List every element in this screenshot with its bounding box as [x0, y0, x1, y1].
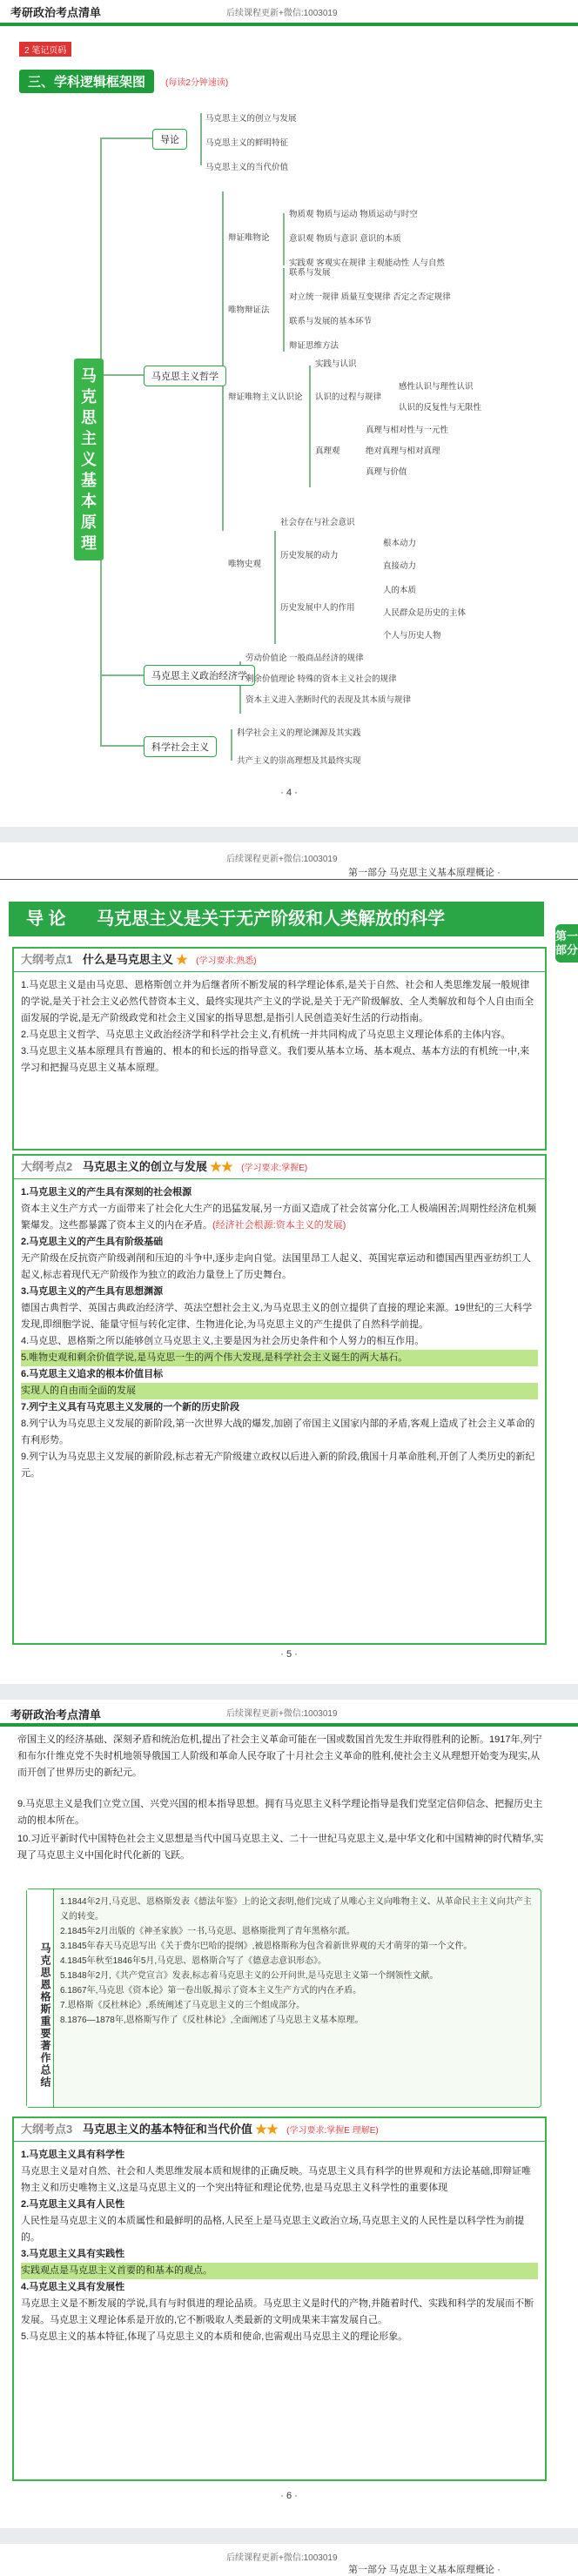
bzwwl-leaf-1: 物质观 物质与运动 物质运动与时空: [289, 210, 418, 219]
annotation: (经济社会根源:资本主义的发展): [212, 1220, 346, 1231]
daolun-leaf-3: 马克思主义的当代价值: [205, 163, 289, 172]
point-heading: 1.马克思主义的产生具有深刻的社会根源: [21, 1187, 192, 1197]
list-item: 8.1876—1878年,恩格斯写作了《反杜林论》,全面阐述了马克思主义基本原理。: [60, 2016, 364, 2025]
shiguan-leaf-3: 历史发展中人的作用: [280, 603, 355, 613]
page-number: · 4 ·: [280, 788, 298, 798]
chapter-banner: [9, 902, 544, 936]
renshi-leaf-2: 认识的反复性与无限性: [399, 403, 482, 413]
bzwwl-leaf-2: 意识观 物质与意识 意识的本质: [289, 234, 401, 244]
page-number: · 5 ·: [280, 1649, 298, 1660]
mindmap-root: 马克思主义基本原理: [74, 359, 104, 560]
box-tag: 大纲考点3: [21, 2123, 73, 2136]
page-header-watermark: 后续课程更新+微信:1003019: [226, 855, 338, 864]
page-header-title: 考研政治考点清单: [10, 6, 102, 19]
outline-box-3-header: [14, 2118, 545, 2142]
highlighted-paragraph: 实现人的自由而全面的发展: [21, 1383, 538, 1399]
mindmap-node-daolun: 导论: [152, 129, 187, 150]
renzuoyong-leaf-2: 人民群众是历史的主体: [383, 608, 467, 618]
paragraph: 人民性是马克思主义的本质属性和最鲜明的品格,人民至上是马克思主义政治立场,马克思主义的人民性是以科学性为前提的。: [21, 2216, 525, 2243]
point-heading: 4.马克思主义具有发展性: [21, 2282, 125, 2292]
paragraph: 3.马克思主义基本原理具有普遍的、根本的和长远的指导意义。我们要从基本立场、基本观点、基本方法的有机统一中,来学习和把握马克思主义基本原理。: [21, 1046, 530, 1073]
shiguan-leaf-1: 社会存在与社会意识: [280, 518, 355, 527]
notes-page-text: 笔记页码: [31, 46, 67, 56]
dongli-leaf-2: 直接动力: [383, 561, 417, 571]
paragraph: 10.习近平新时代中国特色社会主义思想是当代中国马克思主义、二十一世纪马克思主义,是中华文化和中国精神的时代精华,实现了马克思主义中国化时代化新的飞跃。: [17, 1834, 544, 1861]
node-shijian-renshi: 实践与认识: [315, 359, 357, 369]
notes-page-number: 2: [24, 46, 30, 56]
mindmap-branch-daolun: [100, 138, 152, 139]
header-rule: [0, 879, 578, 880]
paragraph: 4.马克思、恩格斯之所以能够创立马克思主义,主要是因为社会历史条件和个人努力的相互作用。: [21, 1336, 425, 1346]
renzuoyong-leaf-3: 个人与历史人物: [383, 631, 441, 641]
works-summary-panel: [26, 1888, 541, 2108]
list-item: 7.恩格斯《反杜林论》,系统阐述了马克思主义的三个组成部分。: [60, 2001, 306, 2010]
page-header-title: 考研政治考点清单: [10, 1708, 102, 1721]
highlighted-paragraph: 实践观点是马克思主义首要的和基本的观点。: [21, 2263, 538, 2279]
daolun-leaf-2: 马克思主义的鲜明特征: [205, 138, 289, 148]
paragraph: 5.马克思主义的基本特征,体现了马克思主义的本质和使命,也需观出马克思主义的理论形象。: [21, 2331, 408, 2342]
paragraph: 2.马克思主义哲学、马克思主义政治经济学和科学社会主义,有机统一并共同构成了马克思主义理论体系的主体内容。: [21, 1030, 511, 1040]
wwbzf-leaf-1: 联系与发展: [289, 268, 331, 278]
point-heading: 2.马克思主义具有人民性: [21, 2199, 125, 2210]
mindmap-wwbzf-trunk: [283, 268, 285, 352]
jingji-leaf-2: 剩余价值理论 特殊的资本主义社会的规律: [245, 674, 397, 684]
list-item: 5.1848年2月,《共产党宣言》发表,标志着马克思主义的公开问世,是马克思主义第一个纲领性文献。: [60, 1971, 439, 1981]
outline-box-2-body: [14, 1179, 545, 1487]
page-header-watermark: 后续课程更新+微信:1003019: [226, 1709, 338, 1719]
continuation-paragraph: 帝国主义的经济基础、深刻矛盾和统治危机,提出了社会主义革命可能在一国或数国首先发生并取得胜利的论断。1917年,列宁和布尔什维克党不失时机地领导俄国工人阶级和革命人民夺取了十月社会主义革命的胜利,使社会主义从理想开始变为现实,从而开创了世界历史的新纪元。: [17, 1734, 542, 1778]
page-header-chapter: 第一部分 马克思主义基本原理概论 ·: [348, 868, 501, 878]
paragraph: 8.列宁认为马克思主义发展的新阶段,第一次世界大战的爆发,加剧了帝国主义国家内部的矛盾,客观上造成了社会主义革命的有利形势。: [21, 1419, 535, 1446]
mindmap-shehui-trunk: [231, 729, 232, 761]
study-requirement: (学习要求:掌握E): [241, 1164, 308, 1173]
bzwwl-leaf-3: 实践观 客观实在规律 主观能动性 人与自然: [289, 258, 445, 268]
star-rating: ★★: [255, 2123, 279, 2136]
works-summary-title: 马克思恩格斯重要著作总结: [27, 1889, 54, 2107]
study-requirement: (学习要求:掌握E 理解E): [286, 2126, 379, 2136]
outline-box-1-header: [14, 949, 545, 972]
page-number: · 6 ·: [280, 2491, 298, 2501]
jingji-leaf-1: 劳动价值论 一般商品经济的规律: [245, 654, 364, 663]
node-zhenli: 真理观: [315, 446, 340, 456]
outline-box-2: [12, 1154, 547, 1645]
outline-box-1: [12, 947, 547, 1150]
daolun-leaf-1: 马克思主义的创立与发展: [205, 114, 297, 124]
mindmap-branch-zhexue: [100, 374, 144, 376]
study-requirement: (学习要求:熟悉): [196, 956, 257, 966]
mindmap-rsl-trunk: [309, 366, 311, 487]
zhenli-leaf-2: 绝对真理与相对真理: [366, 446, 440, 456]
works-summary-list: [60, 1895, 534, 2028]
paragraph: [21, 977, 538, 1027]
mindmap-node-zhexue: 马克思主义哲学: [144, 366, 226, 386]
paragraph: 马克思主义是不断发展的学说,具有与时俱进的理论品质。马克思主义是时代的产物,并随着时代、实践和科学的发展而不断发展。马克思主义理论体系是开放的,它不断吸取人类最新的文明成果来丰富发展自己。: [21, 2298, 534, 2325]
point-heading: 7.列宁主义具有马克思主义发展的一个新的历史阶段: [21, 1402, 240, 1412]
zhenli-leaf-3: 真理与价值: [366, 467, 407, 477]
paragraph: [21, 1201, 538, 1234]
page-break: [0, 1684, 578, 1700]
mindmap-node-jingji: 马克思主义政治经济学: [144, 665, 255, 686]
node-weiwu-shiguan: 唯物史观: [228, 560, 262, 569]
paragraph: 无产阶级在反抗资产阶级剥削和压迫的斗争中,逐步走向自觉。法国里昂工人起义、英国宪章运动和德国西里西亚纺织工人起义,标志着现代无产阶级作为独立的政治力量登上了历史舞台。: [21, 1253, 532, 1280]
shehui-leaf-2: 共产主义的崇高理想及其最终实现: [237, 756, 361, 766]
mindmap-daolun-trunk: [200, 113, 202, 165]
outline-box-1-body: [14, 972, 545, 1082]
notes-page-label: [19, 42, 71, 57]
mindmap-node-shehui: 科学社会主义: [144, 736, 217, 757]
box-tag: 大纲考点2: [21, 1160, 73, 1173]
paragraph: 德国古典哲学、英国古典政治经济学、英法空想社会主义,为马克思主义的创立提供了直接的理论来源。19世纪的三大科学发现,即细胞学说、能量守恒与转化定律、生物进化论,为马克思主义的产生提供了自然科学前提。: [21, 1303, 533, 1330]
zhenli-leaf-1: 真理与相对性与一元性: [366, 426, 449, 435]
box-title: 马克思主义的基本特征和当代价值: [82, 2123, 252, 2136]
node-renshi-guocheng: 认识的过程与规律: [315, 392, 382, 402]
renshi-leaf-1: 感性认识与理性认识: [399, 382, 474, 392]
wwbzf-leaf-2: 对立统一规律 质量互变规律 否定之否定规律: [289, 292, 451, 302]
mindmap-wwsg-trunk: [274, 531, 276, 644]
chapter-banner-label: 导 论: [26, 909, 66, 929]
jingji-leaf-3: 资本主义进入垄断时代的表现及其本质与规律: [245, 695, 412, 705]
mindmap-bzwwl-trunk: [283, 213, 285, 265]
mindmap-branch-jingji: [100, 674, 144, 676]
renzuoyong-leaf-1: 人的本质: [383, 586, 417, 595]
page-header-chapter: 第一部分 马克思主义基本原理概论 ·: [348, 2565, 501, 2575]
dongli-leaf-1: 根本动力: [383, 539, 417, 548]
outline-box-2-header: [14, 1156, 545, 1179]
chapter-banner-title: 马克思主义是关于无产阶级和人类解放的科学: [97, 909, 446, 929]
list-item: 6.1867年,马克思《资本论》第一卷出版,揭示了资本主义生产方式的内在矛盾。: [60, 1986, 362, 1996]
highlighted-paragraph: 5.唯物史观和剩余价值学说,是马克思一生的两个伟大发现,是科学社会主义诞生的两大基石。: [21, 1350, 538, 1366]
page-break: [0, 827, 578, 842]
paragraph: 9.马克思主义是我们立党立国、兴党兴国的根本指导思想。拥有马克思主义科学理论指导是我们党坚定信仰信念、把握历史主动的根本所在。: [17, 1799, 543, 1826]
node-bianzheng-renshi: 辩证唯物主义认识论: [228, 392, 303, 402]
box-title: 什么是马克思主义: [82, 953, 173, 966]
point-heading: 3.马克思主义的产生具有思想渊源: [21, 1286, 164, 1297]
point-heading: 6.马克思主义追求的根本价值目标: [21, 1369, 164, 1379]
paragraph: 9.列宁认为马克思主义发展的新阶段,标志着无产阶级建立政权以后进入新的阶段,俄国十月革命胜利,开创了人类历史的新纪元。: [21, 1452, 535, 1479]
page-header-watermark: 后续课程更新+微信:1003019: [226, 9, 338, 18]
box-tag: 大纲考点1: [21, 953, 73, 966]
node-weiwu-bianzheng: 唯物辩证法: [228, 305, 270, 315]
star-rating: ★: [176, 953, 188, 966]
point-heading: 2.马克思主义的产生具有阶级基础: [21, 1237, 164, 1247]
paragraph-text: 1.马克思主义是由马克思、恩格斯创立并为后继者所不断发展的科学理论体系,是关于自然、社会和人类思维发展一般规律的学说,是关于社会主义必然代替资本主义、最终实现共产主义的学说,是关于无产阶级解放、全人类解放和每个人自由而全面发展的学说,是无产阶级政党和社会主义国家的指导思想: [21, 980, 534, 1023]
node-bianzheng-weiwu: 辩证唯物论: [228, 233, 270, 243]
outline-box-3: [12, 2116, 547, 2481]
star-rating: ★★: [210, 1160, 233, 1173]
list-item: 1.1844年2月,马克思、恩格斯发表《德法年鉴》上的论文表明,他们完成了从唯心主义向唯物主义、从革命民主主义向共产主义的转变。: [60, 1897, 532, 1922]
point-heading: 3.马克思主义具有实践性: [21, 2249, 125, 2259]
paragraph-text: 资本主义生产方式一方面带来了社会化大生产的迅猛发展,另一方面又造成了社会贫富分化,工人极端困苦;周期性经济危机频繁爆发。这些都暴露了资本主义的内在矛盾。: [21, 1204, 537, 1231]
shiguan-leaf-2: 历史发展的动力: [280, 551, 339, 560]
mindmap-branch-shehui: [100, 745, 144, 747]
header-rule: [0, 23, 578, 26]
wwbzf-leaf-4: 辩证思维方法: [289, 341, 339, 351]
list-item: 3.1845年春天马克思写出《关于费尔巴哈的提纲》,被恩格斯称为包含着新世界观的天才萌芽的第一个文件。: [60, 1942, 473, 1951]
box-title: 马克思主义的创立与发展: [82, 1160, 207, 1173]
wwbzf-leaf-3: 联系与发展的基本环节: [289, 317, 373, 326]
outline-box-3-body: [14, 2142, 545, 2351]
shehui-leaf-1: 科学社会主义的理论渊源及其实践: [237, 728, 361, 738]
page-break: [0, 2528, 578, 2544]
list-item: 2.1845年2月出版的《神圣家族》一书,马克思、恩格斯批判了青年黑格尔派。: [60, 1927, 355, 1936]
paragraph: 马克思主义是对自然、社会和人类思维发展本质和规律的正确反映。马克思主义具有科学的世界观和方法论基础,即辩证唯物主义和历史唯物主义,这是马克思主义的一个突出特征和理论优势,也是马克思主义科学性的重要体现: [21, 2166, 532, 2193]
point-heading: 1.马克思主义具有科学性: [21, 2150, 125, 2160]
header-rule: [0, 1723, 578, 1727]
list-item: 4.1845年秋至1846年5月,马克思、恩格斯合写了《德意志意识形态》。: [60, 1956, 327, 1966]
paragraph-text: ,是指引人民创造美好生活的行动指南。: [263, 1013, 429, 1023]
page-header-watermark: 后续课程更新+微信:1003019: [226, 2553, 338, 2563]
mindmap-zhexue-trunk: [222, 191, 224, 531]
section-title: 三、学科逻辑框架图: [19, 70, 154, 93]
part-side-tab: 第一部分: [555, 924, 578, 963]
section-note: (每读2分钟速读): [165, 78, 229, 88]
